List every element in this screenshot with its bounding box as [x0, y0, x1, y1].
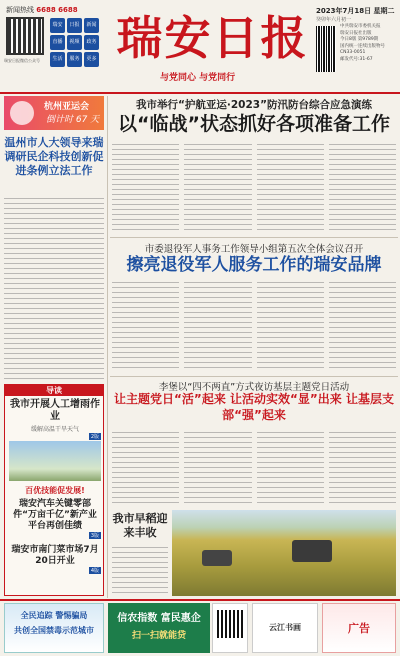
guide-item-2[interactable]: 百优技能促发展!	[25, 486, 85, 495]
third-kicker[interactable]: 李堡以“四不两直”方式夜访基层主题党日活动	[158, 382, 350, 393]
photo-story-caption	[112, 545, 168, 595]
issue-meta-line: CN33-0051	[340, 50, 366, 55]
harvester-icon	[292, 540, 332, 562]
guide-item-title: 瑞安汽车关键零部件“万亩千亿”新产业平台再创佳绩	[13, 499, 97, 531]
lead-col	[112, 142, 179, 234]
harvester-icon	[202, 550, 232, 566]
issue-meta-line: 今日8版 第9789期	[340, 37, 379, 42]
lead-body	[112, 142, 396, 234]
ad-banner-3[interactable]	[252, 603, 318, 653]
hotline	[6, 6, 78, 15]
third-col	[257, 430, 324, 506]
story-body-1	[4, 196, 104, 379]
guide-item-page: 2版	[90, 434, 99, 440]
second-kicker[interactable]: 市委退役军人事务工作领导小组第五次全体会议召开	[144, 244, 364, 255]
second-col	[112, 280, 179, 372]
issue-meta	[340, 24, 398, 63]
guide-item-3[interactable]	[9, 499, 101, 539]
ad-banner-2[interactable]	[108, 603, 210, 653]
app-icon-grid	[50, 18, 102, 67]
app-icon[interactable]: 更多	[84, 52, 99, 67]
photo-story-headline[interactable]: 我市早稻迎来丰收	[112, 512, 168, 539]
issue-date	[316, 6, 395, 16]
second-col	[257, 280, 324, 372]
issue-meta-line: 瑞安日报社出版	[340, 30, 372, 36]
app-icon[interactable]: 视频	[67, 35, 82, 50]
lead-col	[257, 142, 324, 234]
ad-title: 信农指数 富民惠企	[117, 613, 201, 624]
guide-item-sub: 缓解高温干旱天气	[30, 426, 79, 433]
asian-games-banner[interactable]	[4, 96, 104, 130]
masthead	[0, 0, 400, 92]
weekday-text: 星期二	[373, 7, 395, 15]
harvest-photo[interactable]	[172, 510, 396, 596]
guide-box	[4, 384, 104, 596]
lead-col	[184, 142, 251, 234]
ad-title: 全民追踪 警惕骗局	[20, 611, 88, 620]
ad-sub: 共创全国禁毒示范城市	[14, 626, 94, 635]
app-icon[interactable]: 政务	[84, 35, 99, 50]
ad-title: 云江书画	[269, 623, 301, 632]
app-icon[interactable]: 日报	[67, 18, 82, 33]
asian-games-countdown: 倒计时 67 天	[46, 115, 100, 125]
issue-meta-line: 国内统一连续出版物号	[340, 43, 385, 49]
guide-item-title: 瑞安市南门菜市场7月20日开业	[11, 545, 99, 566]
ad-title: 广告	[348, 622, 370, 635]
third-col	[329, 430, 396, 506]
issue-meta-line: 中共瑞安市委机关报	[340, 24, 381, 29]
ad-sub: 扫一扫就能贷	[131, 631, 186, 641]
third-col	[112, 430, 179, 506]
slogan: 与党同心 与党同行	[160, 73, 236, 83]
qr-caption: 瑞安日报微信公众号	[4, 58, 40, 63]
second-body	[112, 280, 396, 372]
app-icon[interactable]: 新闻	[84, 18, 99, 33]
app-icon[interactable]: 瑞安	[50, 18, 65, 33]
guide-item-4[interactable]	[9, 545, 101, 574]
issue-meta-line: 邮发代号:31-67	[340, 56, 373, 62]
guide-item-title: 我市开展人工增雨作业	[10, 399, 100, 422]
ad-qr[interactable]	[212, 603, 248, 653]
lead-col	[329, 142, 396, 234]
newspaper-title: 瑞安日报	[116, 11, 309, 65]
guide-label: 导读	[5, 385, 103, 396]
app-icon[interactable]: 生活	[50, 52, 65, 67]
app-icon[interactable]: 直播	[50, 35, 65, 50]
third-body	[112, 430, 396, 506]
app-icon[interactable]: 服务	[67, 52, 82, 67]
second-col	[184, 280, 251, 372]
third-headline[interactable]: 让主题党日“活”起来 让活动实效“显”出来 让基层支部“强”起来	[114, 392, 394, 422]
asian-games-title: 杭州亚运会	[44, 102, 90, 112]
asian-games-logo-icon	[10, 101, 34, 125]
second-col	[329, 280, 396, 372]
lunar-date: 癸卯年六月初一	[316, 17, 352, 23]
second-headline[interactable]: 擦亮退役军人服务工作的瑞安品牌	[126, 255, 382, 275]
barcode	[316, 26, 336, 72]
ad-banner-4[interactable]	[322, 603, 396, 653]
third-col	[184, 430, 251, 506]
lead-headline[interactable]: 以“临战”状态抓好各项准备工作	[118, 113, 390, 135]
guide-item-1[interactable]	[9, 399, 101, 440]
guide-item-page: 3版	[90, 533, 99, 539]
qr-code[interactable]	[6, 17, 44, 55]
qr-code	[217, 610, 243, 638]
date-text: 2023年7月18日	[316, 7, 372, 15]
lead-kicker[interactable]: 我市举行“护航亚运·2023”防汛防台综合应急演练	[135, 99, 372, 111]
hotline-label: 新闻热线	[6, 6, 34, 14]
guide-photo	[9, 441, 101, 481]
hotline-number: 6688 6688	[36, 6, 78, 14]
story-headline-1[interactable]: 温州市人大领导来瑞调研民企科技创新促进条例立法工作	[4, 136, 104, 177]
guide-item-page: 4版	[90, 568, 99, 574]
ad-banner-1[interactable]	[4, 603, 104, 653]
